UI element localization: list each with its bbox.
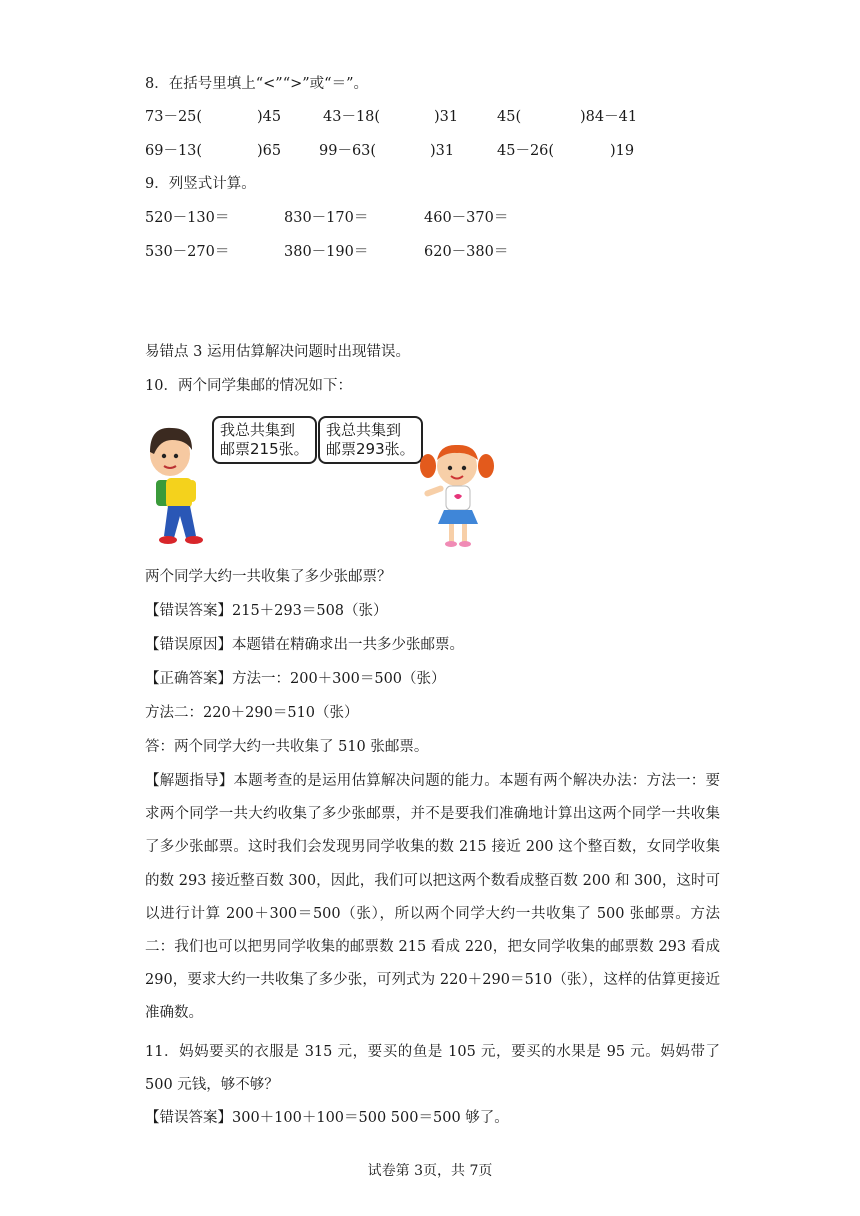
- q10-final-answer: 答：两个同学大约一共收集了 510 张邮票。: [145, 739, 429, 755]
- q8-expr: )31: [430, 143, 455, 159]
- q11-wrong-answer: 【错误答案】300＋100＋100＝500 500＝500 够了。: [145, 1110, 509, 1126]
- q8-title: 8．在括号里填上“<”“>”或“＝”。: [145, 76, 369, 92]
- q10-guidance: 【解题指导】本题考查的是运用估算解决问题的能力。本题有两个解决办法：方法一：要求两个同学一共大约收集了多少张邮票，并不是要我们准确地计算出这两个同学一共收集了多少张邮票。这时我们会发现男同学收集的数 215 接近 200 这个整百数，女同学收集的数 293 接近整百数 300，因此，我们可以把这两个数看成整百数 200 和 300，这时可以进行计算 200＋300＝500（张），所以两个同学大约一共收集了 500 张邮票。方法二：我们也可以把男同学收集的邮票数 215 看成 220，把女同学收集的邮票数 293 看成 290，要求大约一共收集了多少张，可列式为 220＋290＝510（张），这样的估算更接近准确数。: [145, 773, 720, 1022]
- q8-expr: )31: [434, 109, 459, 125]
- bubble-line: 邮票293张。: [326, 440, 415, 458]
- q9-expr: 530－270＝: [145, 244, 230, 260]
- q10-wrong-reason: 【错误原因】本题错在精确求出一共多少张邮票。: [145, 637, 464, 653]
- girl-illustration: [418, 440, 500, 552]
- q9-expr: 830－170＝: [284, 210, 369, 226]
- page-footer: 试卷第 3页，共 7页: [367, 1163, 493, 1179]
- q8-expr: 45－26(: [497, 143, 555, 159]
- q9-expr: 620－380＝: [424, 244, 509, 260]
- section-heading: 易错点 3 运用估算解决问题时出现错误。: [145, 344, 410, 360]
- q8-expr: 99－63(: [319, 143, 377, 159]
- q8-expr: )19: [610, 143, 635, 159]
- q8-expr: )65: [257, 143, 282, 159]
- q10-title: 10．两个同学集邮的情况如下：: [145, 378, 352, 394]
- q10-correct-answer: 【正确答案】方法一：200＋300＝500（张）: [145, 671, 446, 687]
- q9-expr: 520－130＝: [145, 210, 230, 226]
- bubble-line: 我总共集到: [220, 421, 296, 439]
- q10-question: 两个同学大约一共收集了多少张邮票？: [145, 569, 392, 585]
- bubble-line: 邮票215张。: [220, 440, 309, 458]
- q8-expr: 45(: [497, 109, 522, 125]
- q9-expr: 460－370＝: [424, 210, 509, 226]
- q11-text: 11．妈妈要买的衣服是 315 元，要买的鱼是 105 元，要买的水果是 95 元。妈妈带了 500 元钱，够不够？: [145, 1044, 720, 1094]
- girl-speech-bubble: [318, 416, 423, 464]
- q10-method-two: 方法二：220＋290＝510（张）: [145, 705, 359, 721]
- q8-expr: 73－25(: [145, 109, 203, 125]
- q8-expr: 43－18(: [323, 109, 381, 125]
- q8-expr: )84－41: [580, 109, 638, 125]
- boy-speech-bubble: [212, 416, 317, 464]
- q8-expr: 69－13(: [145, 143, 203, 159]
- q9-title: 9．列竖式计算。: [145, 176, 256, 192]
- q9-expr: 380－190＝: [284, 244, 369, 260]
- bubble-line: 我总共集到: [326, 421, 402, 439]
- q8-expr: )45: [257, 109, 282, 125]
- q10-wrong-answer: 【错误答案】215＋293＝508（张）: [145, 603, 388, 619]
